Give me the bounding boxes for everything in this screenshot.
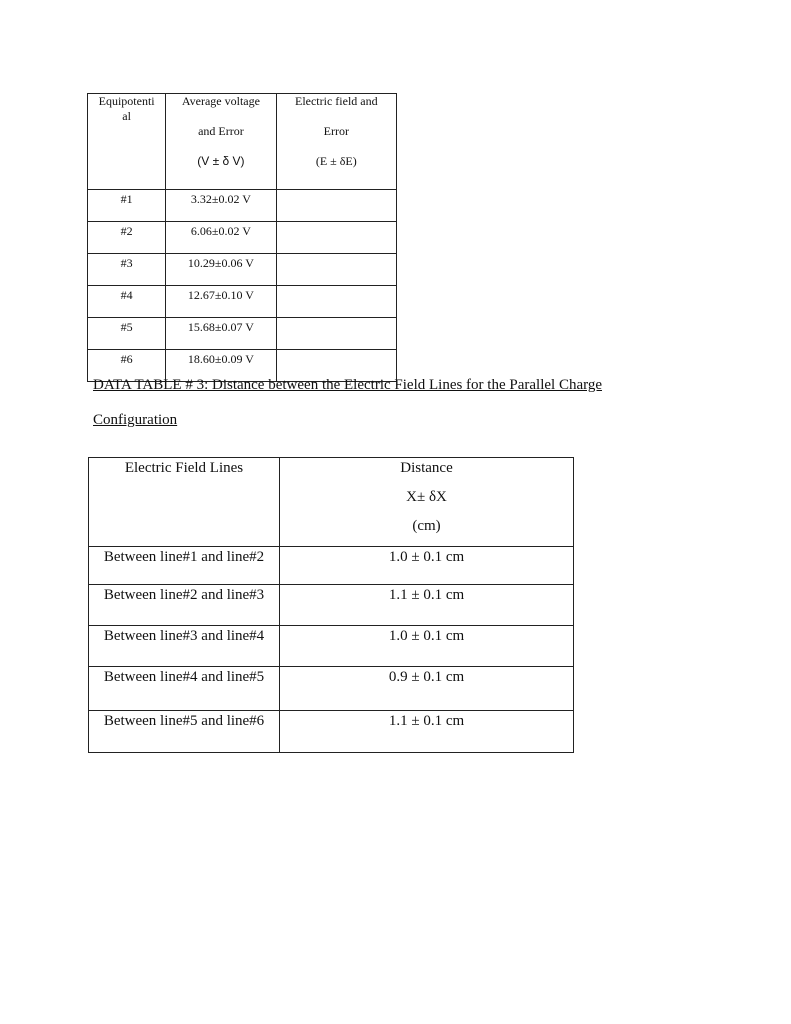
table-row [89,711,574,753]
header-text: Average voltage [181,94,260,108]
header-text: Equipotenti [98,94,155,108]
table-row [88,318,397,350]
table-row [88,222,397,254]
header-text: al [122,109,131,123]
table-header-row [89,458,574,547]
header-average-voltage [166,94,276,190]
field-line-pair: Between line#3 and line#4 [89,626,280,667]
field-value [276,286,396,318]
equipotential-label: #3 [88,254,166,286]
header-distance [280,458,574,547]
header-text: (E ± δE) [315,154,357,168]
table-row [88,254,397,286]
distance-value: 1.0 ± 0.1 cm [280,547,574,585]
table-caption-continued: Configuration [93,412,178,428]
field-line-distance-table [88,457,574,753]
voltage-value: 6.06±0.02 V [166,222,276,254]
field-value [276,318,396,350]
header-text: (cm) [412,518,441,534]
distance-value: 0.9 ± 0.1 cm [280,667,574,711]
table-row [89,585,574,626]
voltage-value: 18.60±0.09 V [166,350,276,382]
distance-value: 1.0 ± 0.1 cm [280,626,574,667]
equipotential-label: #6 [88,350,166,382]
voltage-value: 3.32±0.02 V [166,190,276,222]
distance-value: 1.1 ± 0.1 cm [280,585,574,626]
header-text: Electric field and [294,94,378,108]
voltage-value: 12.67±0.10 V [166,286,276,318]
field-line-pair: Between line#1 and line#2 [89,547,280,585]
field-line-pair: Between line#4 and line#5 [89,667,280,711]
field-value [276,222,396,254]
header-text: Distance [400,460,453,476]
equipotential-voltage-table [87,93,397,382]
table-row [88,190,397,222]
header-text: (V ± δ V) [197,154,245,168]
header-equipotential [88,94,166,190]
header-text: X± δX [406,489,447,505]
equipotential-label: #1 [88,190,166,222]
field-line-pair: Between line#2 and line#3 [89,585,280,626]
voltage-value: 15.68±0.07 V [166,318,276,350]
table-caption: DATA TABLE # 3: Distance between the Electric Field Lines for the Parallel Charge [93,377,602,393]
voltage-value: 10.29±0.06 V [166,254,276,286]
header-text: Electric Field Lines [124,460,244,476]
equipotential-label: #4 [88,286,166,318]
distance-value: 1.1 ± 0.1 cm [280,711,574,753]
table-row [89,547,574,585]
field-value [276,254,396,286]
table-row [88,286,397,318]
header-text: and Error [198,124,244,138]
table-row [89,626,574,667]
field-value [276,190,396,222]
equipotential-label: #2 [88,222,166,254]
table-row [89,667,574,711]
equipotential-label: #5 [88,318,166,350]
header-electric-field [276,94,396,190]
table-header-row [88,94,397,190]
header-text: Error [323,124,349,138]
header-field-lines [89,458,280,547]
field-line-pair: Between line#5 and line#6 [89,711,280,753]
